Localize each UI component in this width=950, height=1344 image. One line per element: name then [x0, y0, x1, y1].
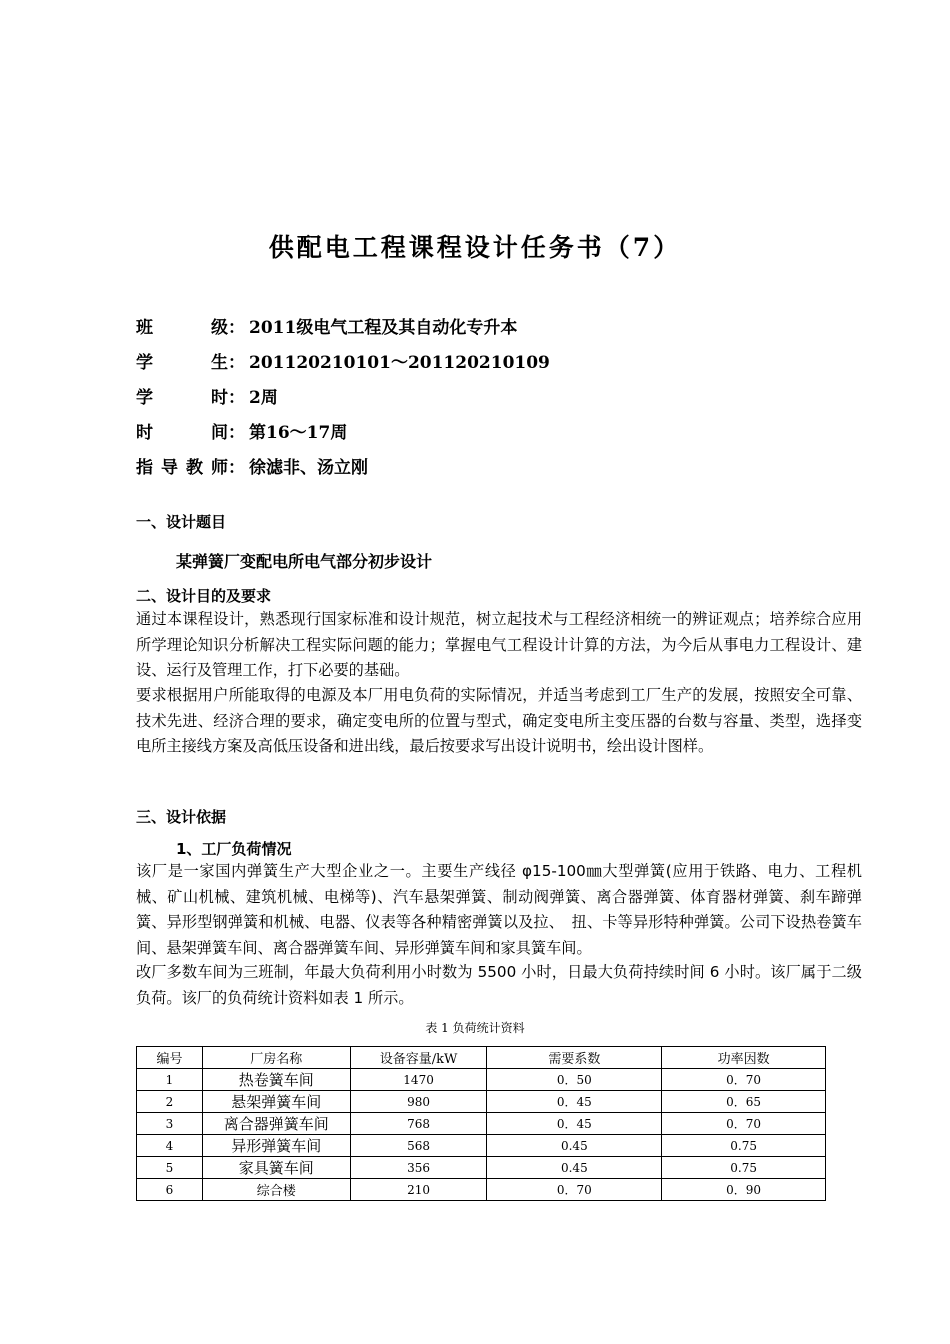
table-row	[137, 1113, 826, 1135]
paragraph-requirements: 要求根据用户所能取得的电源及本厂用电负荷的实际情况，并适当考虑到工厂生产的发展，按照安全可靠、技术先进、经济合理的要求，确定变电所的位置与型式，确定变电所主变压器的台数与容量、类型，选择变电所主接线方案及高低压设备和进出线，最后按要求写出设计说明书，绘出设计图样。	[136, 686, 862, 756]
table-cell: 0.75	[662, 1157, 826, 1179]
table-cell: 4	[137, 1135, 203, 1157]
table-cell: 210	[350, 1179, 487, 1201]
table-header-row	[137, 1047, 826, 1069]
table-cell: 568	[350, 1135, 487, 1157]
table-cell: 5	[137, 1157, 203, 1179]
column-header: 需要系数	[487, 1047, 662, 1069]
table-row	[137, 1179, 826, 1201]
info-label: 时间	[136, 423, 228, 443]
info-label: 学生	[136, 353, 228, 373]
info-label: 指导教师	[136, 458, 228, 478]
column-header: 功率因数	[662, 1047, 826, 1069]
table-cell: 768	[350, 1113, 487, 1135]
table-cell: 1	[137, 1069, 203, 1091]
table-cell: 热卷簧车间	[202, 1069, 350, 1091]
paragraph-factory-intro: 该厂是一家国内弹簧生产大型企业之一。主要生产线径 φ15-100㎜大型弹簧(应用于铁路、电力、工程机械、矿山机械、建筑机械、电梯等)、汽车悬架弹簧、制动阀弹簧、离合器弹簧、体育器材弹簧、刹车蹄弹簧、异形型钢弹簧和机械、电器、仪表等各种精密弹簧以及拉、 扭、卡等异形特种弹簧。公司下设热卷簧车间、悬架弹簧车间、离合器弹簧车间、异形弹簧车间和家具簧车间。	[136, 862, 862, 957]
section-heading-topic: 一、设计题目	[136, 513, 227, 531]
info-value: 第16～17周	[249, 423, 348, 443]
table-caption: 表 1 负荷统计资料	[425, 1021, 525, 1035]
load-statistics-table	[136, 1046, 826, 1201]
table-cell: 1470	[350, 1069, 487, 1091]
info-label: 学时	[136, 388, 228, 408]
table-cell: 0.75	[662, 1135, 826, 1157]
table-cell: 6	[137, 1179, 203, 1201]
info-row-instructors: 指导教师： 徐滤非、汤立刚	[136, 454, 836, 489]
table-cell: 0．70	[487, 1179, 662, 1201]
column-header: 编号	[137, 1047, 203, 1069]
info-row-class: 班级： 2011级电气工程及其自动化专升本	[136, 314, 836, 349]
info-value: 201120210101～201120210109	[249, 353, 550, 373]
table-row	[137, 1091, 826, 1113]
table-row	[137, 1135, 826, 1157]
table-cell: 家具簧车间	[202, 1157, 350, 1179]
table-cell: 0．70	[662, 1069, 826, 1091]
info-row-time: 时间： 第16～17周	[136, 419, 836, 454]
table-cell: 980	[350, 1091, 487, 1113]
info-row-students: 学生： 201120210101～201120210109	[136, 349, 836, 384]
paragraph-load-stats: 改厂多数车间为三班制，年最大负荷利用小时数为 5500 小时，日最大负荷持续时间 6 小时。该厂属于二级负荷。该厂的负荷统计资料如表 1 所示。	[136, 963, 862, 1007]
table-cell: 0.45	[487, 1157, 662, 1179]
table-cell: 0．65	[662, 1091, 826, 1113]
design-topic: 某弹簧厂变配电所电气部分初步设计	[176, 552, 433, 571]
section-heading-goals: 二、设计目的及要求	[136, 587, 272, 605]
table-cell: 0.45	[487, 1135, 662, 1157]
paragraph-goals: 通过本课程设计，熟悉现行国家标准和设计规范，树立起技术与工程经济相统一的辨证观点；培养综合应用所学理论知识分析解决工程实际问题的能力；掌握电气工程设计计算的方法，为今后从事电力工程设计、建设、运行及管理工作，打下必要的基础。	[136, 610, 862, 680]
column-header: 设备容量/kW	[350, 1047, 487, 1069]
table-cell: 3	[137, 1113, 203, 1135]
table-row	[137, 1069, 826, 1091]
table-cell: 0．70	[662, 1113, 826, 1135]
table-cell: 综合楼	[202, 1179, 350, 1201]
document-title: 供配电工程课程设计任务书（7）	[268, 233, 682, 262]
course-info	[136, 314, 836, 489]
info-value: 徐滤非、汤立刚	[249, 458, 368, 478]
table-cell: 0．45	[487, 1113, 662, 1135]
table-cell: 0．50	[487, 1069, 662, 1091]
table-cell: 离合器弹簧车间	[202, 1113, 350, 1135]
table-cell: 356	[350, 1157, 487, 1179]
section-heading-basis: 三、设计依据	[136, 808, 227, 826]
table-cell: 异形弹簧车间	[202, 1135, 350, 1157]
table-row	[137, 1157, 826, 1179]
subheading-factory-load: 1、工厂负荷情况	[176, 840, 292, 858]
info-value: 2011级电气工程及其自动化专升本	[249, 318, 518, 338]
info-value: 2周	[249, 388, 278, 408]
info-row-duration: 学时： 2周	[136, 384, 836, 419]
table-cell: 0．90	[662, 1179, 826, 1201]
table-cell: 悬架弹簧车间	[202, 1091, 350, 1113]
column-header: 厂房名称	[202, 1047, 350, 1069]
table-cell: 2	[137, 1091, 203, 1113]
info-label: 班级	[136, 318, 228, 338]
table-cell: 0．45	[487, 1091, 662, 1113]
